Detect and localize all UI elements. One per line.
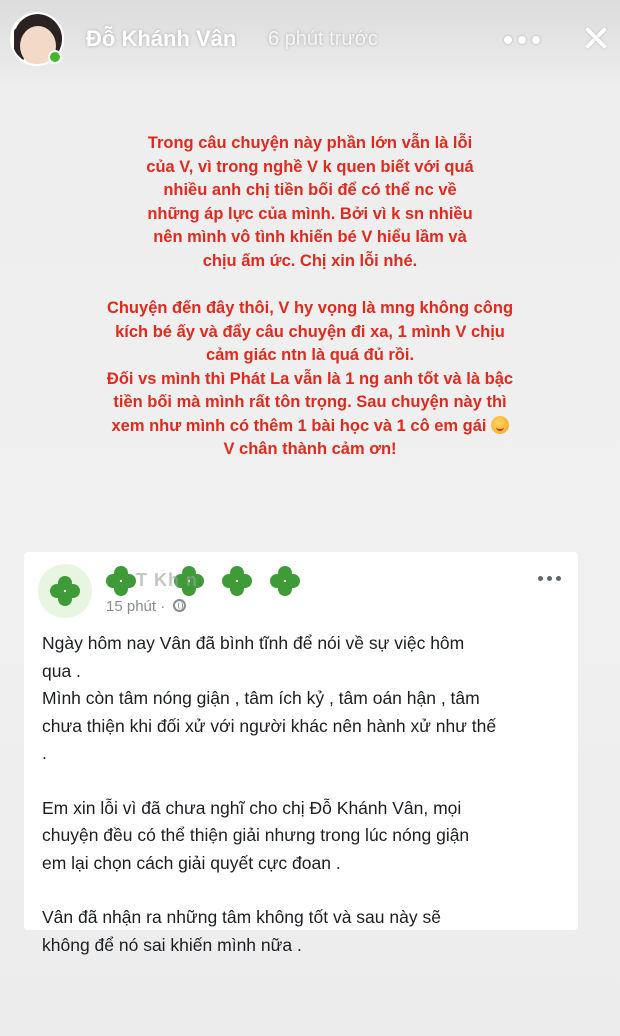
story-caption <box>70 132 550 462</box>
online-status-icon <box>48 50 62 64</box>
story-paragraph-2-text: Chuyện đến đây thôi, V hy vọng là mng không công kích bé ấy và đẩy câu chuyện đi xa, 1 mình V chịu cảm giác ntn là quá đủ rồi. Đối vs mình thì Phát La vẫn là 1 ng anh tốt và là bậc tiền bối mà mình rất tôn trọng. Sau chuyện này thì xem như mình có thêm 1 bài học và 1 cô em gái <box>106 299 514 435</box>
story-closing: V chân thành cảm ơn! <box>223 440 397 458</box>
story-timestamp: 6 phút trước <box>268 28 378 50</box>
clover-icon <box>270 566 300 596</box>
post-paragraph-3: Vân đã nhận ra những tâm không tốt và sau này sẽ không để nó sai khiến mình nữa . <box>42 907 441 955</box>
post-meta <box>106 598 186 615</box>
post-paragraph-1: Ngày hôm nay Vân đã bình tĩnh để nói về sự việc hôm qua . Mình còn tâm nóng giận , tâm ích kỷ , tâm oán hận , tâm chưa thiện khi đối xử với người khác nên hành xử như thế . <box>42 633 497 763</box>
post-author-name[interactable] <box>106 560 326 600</box>
post-time: 15 phút <box>106 598 157 615</box>
story-paragraph-2 <box>70 297 550 462</box>
story-header <box>0 0 620 80</box>
smiling-face-hearts-icon <box>491 416 509 434</box>
clover-icon <box>106 566 136 596</box>
clover-icon <box>50 576 80 606</box>
shared-post-card[interactable] <box>24 552 578 955</box>
story-paragraph-1: Trong câu chuyện này phần lớn vẫn là lỗi của V, vì trong nghề V k quen biết với quá nhiều anh chị tiền bối để có thể nc về những áp lực của mình. Bởi vì k sn nhiều nên mình vô tình khiến bé V hiểu lầm và chịu ấm ức. Chị xin lỗi nhé. <box>146 134 474 270</box>
clover-icon <box>222 566 252 596</box>
author-name[interactable]: Đỗ Khánh Vân <box>86 26 237 51</box>
post-paragraph-2: Em xin lỗi vì đã chưa nghĩ cho chị Đỗ Khánh Vân, mọi chuyện đều có thể thiện giải nhưng trong lúc nóng giận em lại chọn cách giải quyết cực đoan . <box>42 797 470 873</box>
post-more-icon[interactable] <box>536 572 566 586</box>
close-icon[interactable] <box>578 20 614 56</box>
post-meta-separator: · <box>160 598 166 615</box>
post-avatar[interactable] <box>38 564 92 618</box>
more-horizontal-icon[interactable] <box>500 22 544 56</box>
post-body <box>42 630 562 959</box>
post-author-name-text: T Kh n <box>136 570 198 590</box>
globe-icon <box>173 599 186 612</box>
